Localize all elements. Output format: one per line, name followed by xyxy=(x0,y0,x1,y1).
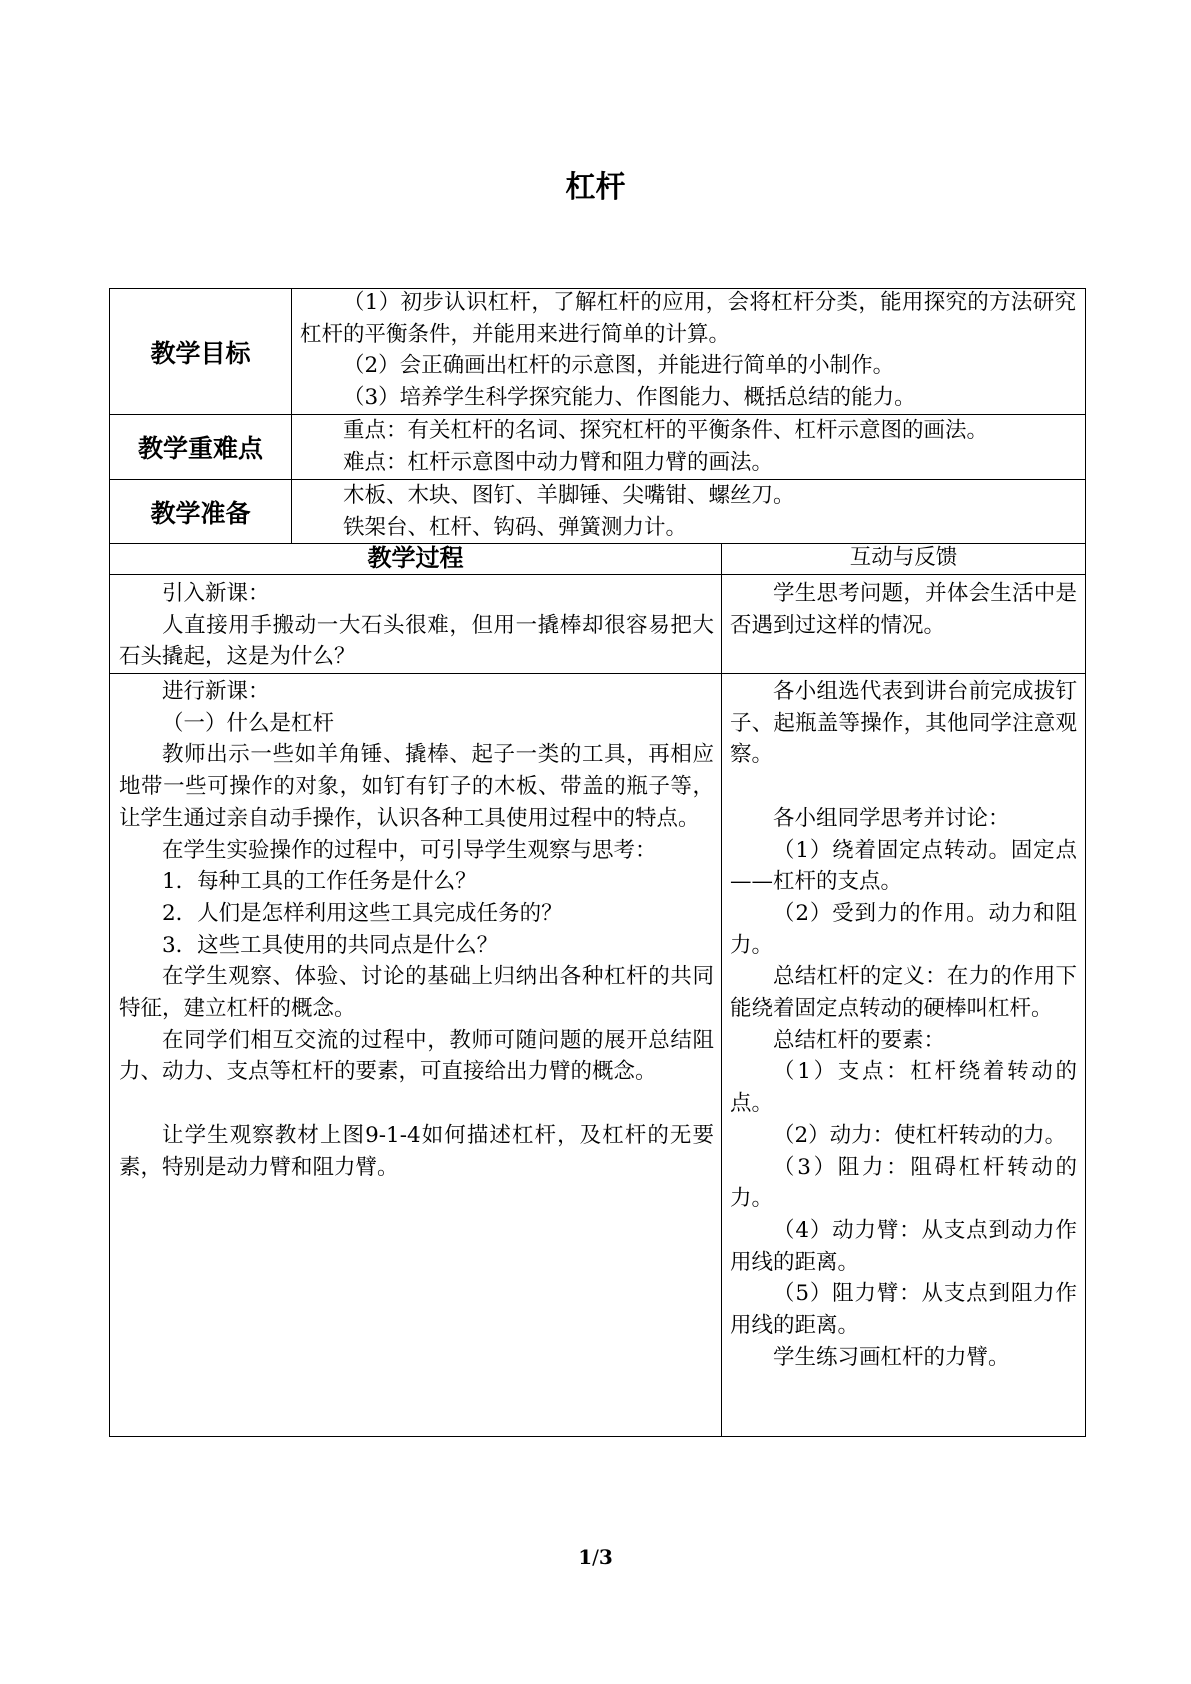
intro-teacher xyxy=(119,578,714,672)
student-paragraph: （4）动力臂：从支点到动力作用线的距离。 xyxy=(730,1217,1077,1275)
objective-1: （1）初步认识杠杆，了解杠杆的应用，会将杠杆分类，能用探究的方法研究杠杆的平衡条件，并能用来进行简单的计算。 xyxy=(300,290,1076,347)
teacher-question: 2．人们是怎样利用这些工具完成任务的？ xyxy=(162,900,563,926)
preparation-item-2: 铁架台、杠杆、钩码、弹簧测力计。 xyxy=(343,514,688,540)
lesson-plan-table xyxy=(109,288,1086,1437)
objective-2: （2）会正确画出杠杆的示意图，并能进行简单的小制作。 xyxy=(343,353,895,379)
student-paragraph: （3）阻力：阻碍杠杆转动的力。 xyxy=(730,1154,1077,1212)
preparation-content xyxy=(300,480,1076,543)
student-paragraph: （2）受到力的作用。动力和阻力。 xyxy=(730,900,1077,958)
difficult-point: 难点：杠杆示意图中动力臂和阻力臂的画法。 xyxy=(343,449,774,475)
intro-student xyxy=(730,578,1077,672)
key-point: 重点：有关杠杆的名词、探究杠杆的平衡条件、杠杆示意图的画法。 xyxy=(343,418,989,443)
teacher-question: 1．每种工具的工作任务是什么？ xyxy=(162,869,477,895)
blank-line xyxy=(119,1088,714,1120)
page-separator: / xyxy=(592,1545,599,1569)
student-paragraph: 总结杠杆的要素： xyxy=(773,1027,946,1053)
student-paragraph: （2）动力：使杠杆转动的力。 xyxy=(773,1122,1067,1148)
main-teacher xyxy=(119,676,714,1434)
student-paragraph: 总结杠杆的定义：在力的作用下能绕着固定点转动的硬棒叫杠杆。 xyxy=(730,964,1077,1022)
intro-heading: 引入新课： xyxy=(162,581,270,606)
main-student xyxy=(730,676,1077,1434)
total-pages: 3 xyxy=(598,1545,613,1569)
student-paragraph: 各小组同学思考并讨论： xyxy=(773,805,1010,831)
student-paragraph: 学生练习画杠杆的力臂。 xyxy=(773,1344,1010,1370)
objectives-label: 教学目标 xyxy=(150,338,251,368)
teacher-paragraph: 让学生观察教材上图9-1-4如何描述杠杆，及杠杆的无要素，特别是动力臂和阻力臂。 xyxy=(119,1122,714,1180)
student-paragraph: （1）绕着固定点转动。固定点——杠杆的支点。 xyxy=(730,837,1077,895)
page-number xyxy=(0,1545,1191,1569)
main-heading: 进行新课： xyxy=(162,679,270,704)
teacher-paragraph: 在同学们相互交流的过程中，教师可随问题的展开总结阻力、动力、支点等杠杆的要素，可直接给出力臂的概念。 xyxy=(119,1027,714,1085)
section-heading: （一）什么是杠杆 xyxy=(162,710,335,736)
student-paragraph: 各小组选代表到讲台前完成拔钉子、起瓶盖等操作，其他同学注意观察。 xyxy=(730,679,1077,768)
objective-3: （3）培养学生科学探究能力、作图能力、概括总结的能力。 xyxy=(343,385,916,411)
teacher-question: 3．这些工具使用的共同点是什么？ xyxy=(162,932,499,958)
intro-question: 人直接用手搬动一大石头很难，但用一撬棒却很容易把大石头撬起，这是为什么？ xyxy=(119,612,714,670)
process-header: 教学过程 xyxy=(367,544,464,572)
page-title: 杠杆 xyxy=(565,170,626,205)
blank-line xyxy=(730,771,1077,803)
current-page: 1 xyxy=(578,1545,593,1569)
preparation-item-1: 木板、木块、图钉、羊脚锤、尖嘴钳、螺丝刀。 xyxy=(343,483,795,508)
key-points-content xyxy=(300,415,1076,479)
feedback-header: 互动与反馈 xyxy=(849,545,958,570)
intro-student-text: 学生思考问题，并体会生活中是否遇到过这样的情况。 xyxy=(730,581,1077,638)
student-paragraph: （5）阻力臂：从支点到阻力作用线的距离。 xyxy=(730,1281,1077,1339)
preparation-label: 教学准备 xyxy=(150,498,251,528)
teacher-paragraph: 在学生观察、体验、讨论的基础上归纳出各种杠杆的共同特征，建立杠杆的概念。 xyxy=(119,964,714,1022)
objectives-content xyxy=(300,287,1076,414)
teacher-paragraph: 教师出示一些如羊角锤、撬棒、起子一类的工具，再相应地带一些可操作的对象，如钉有钉子的木板、带盖的瓶子等，让学生通过亲自动手操作，认识各种工具使用过程中的特点。 xyxy=(119,742,714,831)
key-points-label: 教学重难点 xyxy=(137,434,263,463)
teacher-paragraph: 在学生实验操作的过程中，可引导学生观察与思考： xyxy=(162,837,657,863)
student-paragraph: （1）支点：杠杆绕着转动的点。 xyxy=(730,1059,1077,1117)
